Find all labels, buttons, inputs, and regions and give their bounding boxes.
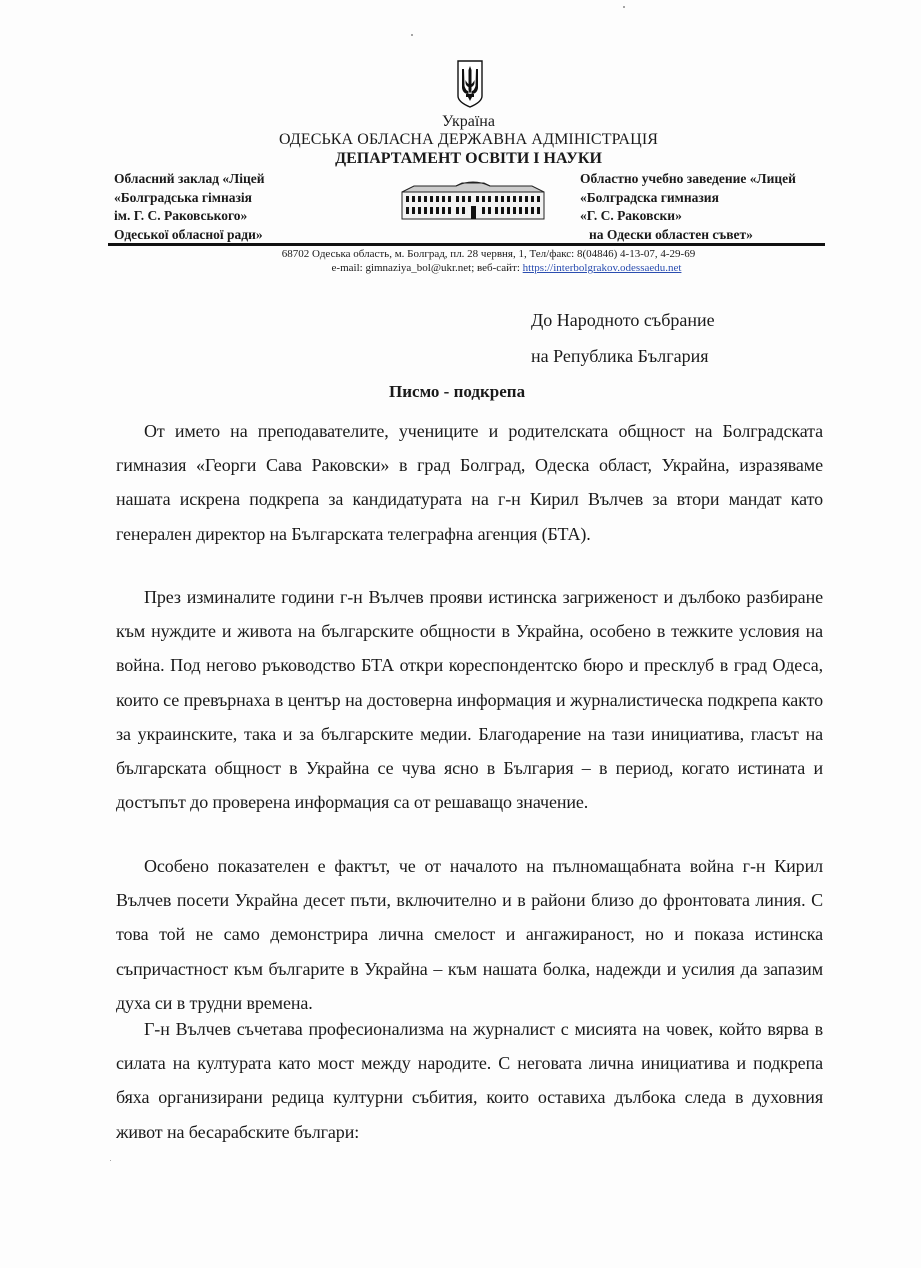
ukraine-trident-icon [457,60,483,108]
institution-ua-line: «Болградська гімназія [114,189,252,205]
body-paragraph: Г-н Вълчев съчетава професионализма на журналист с мисията на човек, който вярва в силата на културата като мост между народите. С неговата лична инициатива и подкрепа бяха организирани редица културни събития, които оставиха дълбока следа в духовния живот на бесарабските българи: [116,1019,823,1142]
institution-ua-line: Обласний заклад «Ліцей [114,171,265,186]
body-paragraph: От името на преподавателите, учениците и родителската общност на Болградската гимназия «Георги Сава Раковски» в град Болград, Одеска област, Украйна, изразяваме нашата искрена подкрепа за кандидатурата на г-н Кирил Вълчев за втори мандат като генерален директор на Българската телеграфна агенция (БТА). [116,421,823,544]
website-link[interactable]: https://interbolgrakov.odessaedu.net [522,262,682,274]
institution-ua-line: ім. Г. С. Раковського» [114,208,248,223]
institution-bg-line: Областно учебно заведение «Лицей [580,171,796,186]
institution-name-ukrainian [114,170,265,244]
addressee-line-1: До Народното събрание [531,310,715,330]
contact-address: 68702 Одеська область, м. Болград, пл. 28 червня, 1, Тел/факс: 8(04846) 4-13-07, 4-29-69 [281,248,696,260]
scan-speck [110,1160,111,1161]
letter-title: Писмо - подкрепа [389,382,526,401]
scan-speck [411,34,413,36]
letterhead-divider [108,243,825,246]
school-building-icon [400,180,546,220]
addressee-line-2: на Република България [531,346,709,366]
letterhead-country: Україна [442,113,495,130]
institution-ua-line: Одеської обласної ради» [114,226,263,242]
body-paragraph: Особено показателен е фактът, че от началото на пълномащабната война г-н Кирил Вълчев посети Украйна десет пъти, включително и в райони близо до фронтовата линия. С това той не само демонстрира лична смелост и ангажираност, но и показа истинска съпричастност към българите в Украйна – към нашата болка, надежди и усилия да запазим духа си в трудни времена. [116,856,823,1013]
contact-email-website [46,262,921,275]
contact-email: e-mail: gimnaziya_bol@ukr.net; веб-сайт: [331,262,523,274]
scan-speck [623,6,625,8]
letterhead-department: ДЕПАРТАМЕНТ ОСВІТИ І НАУКИ [335,150,602,167]
institution-bg-line: «Болградска гимназия [580,189,719,205]
institution-name-bulgarian [580,170,796,244]
letterhead-administration: ОДЕСЬКА ОБЛАСНА ДЕРЖАВНА АДМІНІСТРАЦІЯ [278,131,659,148]
institution-bg-line: «Г. С. Раковски» [580,208,682,223]
body-paragraph: През изминалите години г-н Вълчев прояви истинска загриженост и дълбоко разбиране към нуждите и живота на българските общности в Украйна, особено в тежките условия на война. Под негово ръководство БТА откри кореспондентско бюро и пресклуб в град Одеса, които се превърнаха в център на достоверна информация и журналистическа подкрепа както за украинските, така и за българските медии. Благодарение на тази инициатива, гласът на българската общност в Украйна се чува ясно в България – в период, когато истината и достъпът до проверена информация са от решаващо значение. [116,587,823,813]
institution-bg-line: на Одески областен съвет» [589,226,753,242]
